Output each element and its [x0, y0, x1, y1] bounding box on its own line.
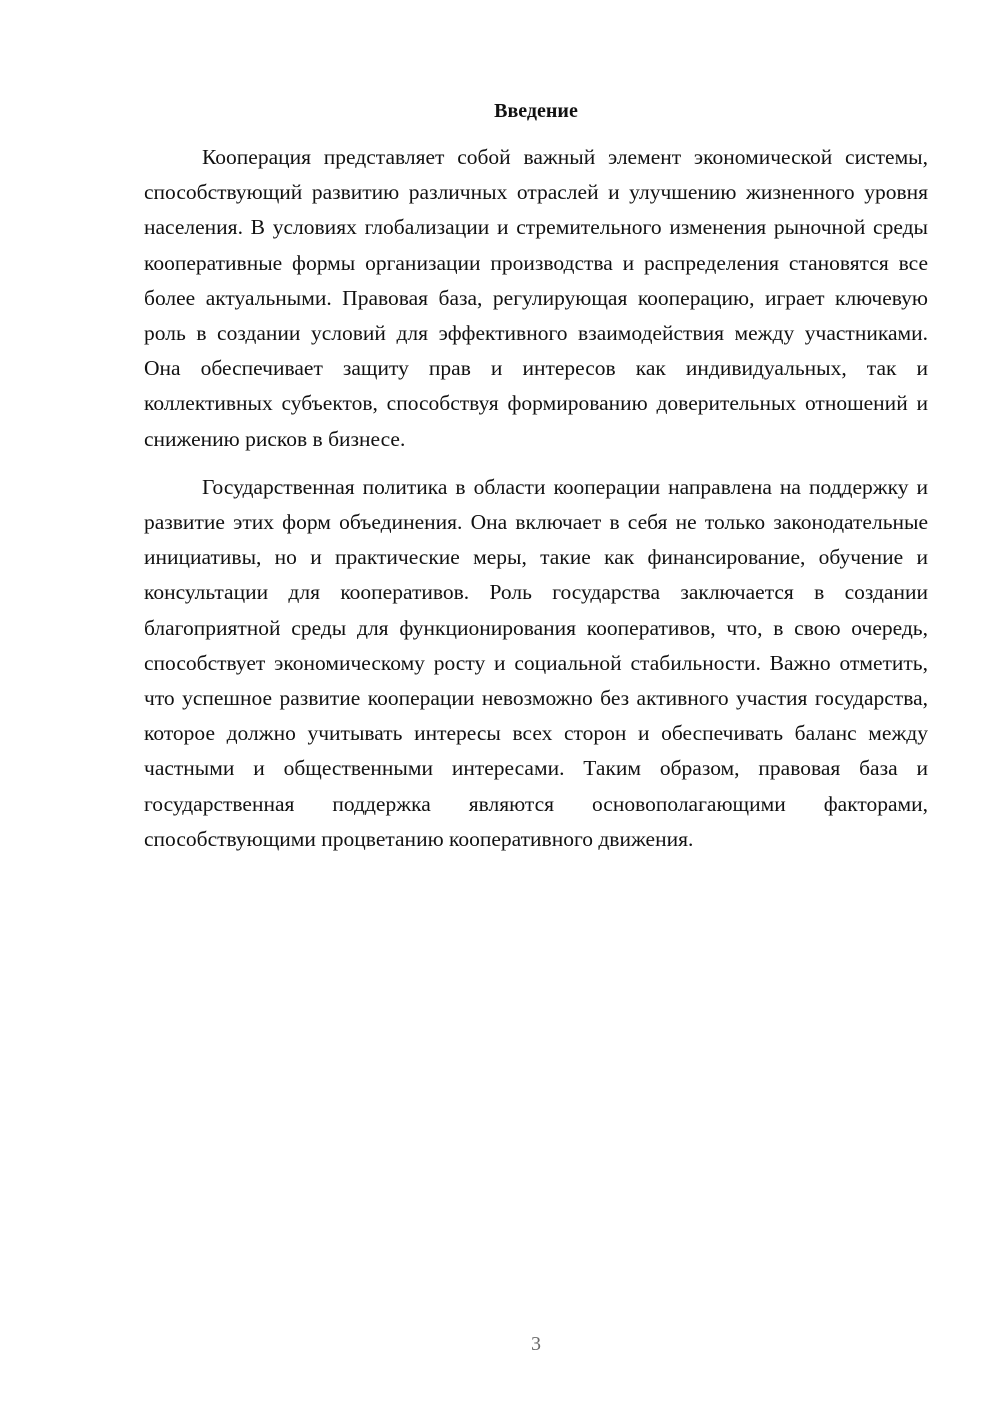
page-number: 3 — [531, 1333, 541, 1355]
section-title: Введение — [494, 100, 578, 122]
paragraph-2: Государственная политика в области кооперации направлена на поддержку и развитие этих форм объединения. Она включает в себя не только законодательные инициативы, но и практические меры, такие как финансирование, обучение и консультации для кооперативов. Роль государства заключается в создании благоприятной среды для функционирования кооперативов, что, в свою очередь, способствует экономическому росту и социальной стабильности. Важно отметить, что успешное развитие кооперации невозможно без активного участия государства, которое должно учитывать интересы всех сторон и обеспечивать баланс между частными и общественными интересами. Таким образом, правовая база и государственная поддержка являются основополагающими факторами, способствующими процветанию кооперативного движения. — [144, 474, 928, 851]
page-content — [144, 96, 928, 857]
paragraph-1: Кооперация представляет собой важный элемент экономической системы, способствующий развитию различных отраслей и улучшению жизненного уровня населения. В условиях глобализации и стремительного изменения рыночной среды кооперативные формы организации производства и распределения становятся все более актуальными. Правовая база, регулирующая кооперацию, играет ключевую роль в создании условий для эффективного взаимодействия между участниками. Она обеспечивает защиту прав и интересов как индивидуальных, так и коллективных субъектов, способствуя формированию доверительных отношений и снижению рисков в бизнесе. — [144, 145, 928, 451]
